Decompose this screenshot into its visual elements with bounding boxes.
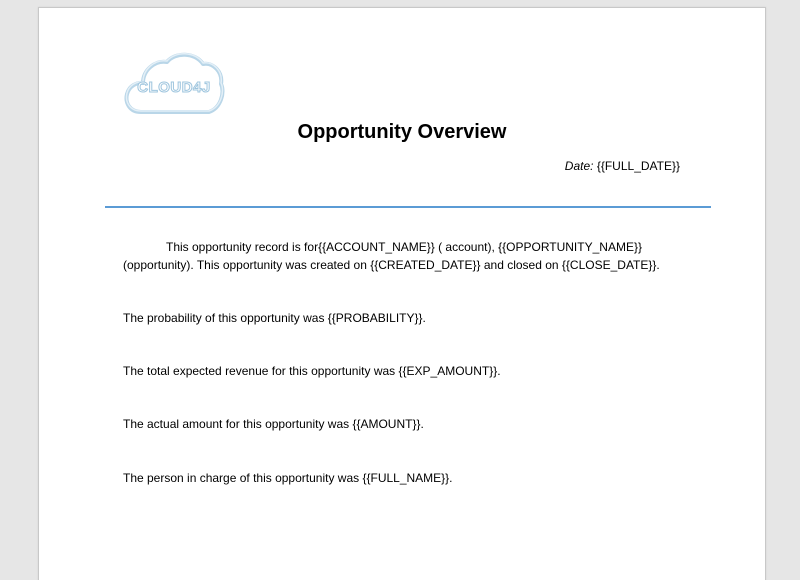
date-label: Date:	[564, 159, 594, 173]
intro-line-2: (opportunity). This opportunity was created on {{CREATED_DATE}} and closed on {{CLOSE_DATE}}.	[123, 258, 660, 272]
document-page[interactable]	[38, 7, 766, 580]
intro-paragraph	[123, 238, 683, 274]
company-logo	[123, 48, 225, 116]
logo-text: CLOUD4J	[137, 79, 211, 96]
date-line	[565, 159, 680, 173]
expected-revenue-paragraph: The total expected revenue for this opportunity was {{EXP_AMOUNT}}.	[123, 364, 501, 378]
date-value: {{FULL_DATE}}	[596, 159, 680, 173]
document-title: Opportunity Overview	[297, 121, 507, 143]
owner-paragraph: The person in charge of this opportunity was {{FULL_NAME}}.	[123, 471, 453, 485]
probability-paragraph: The probability of this opportunity was {{PROBABILITY}}.	[123, 311, 426, 325]
actual-amount-paragraph: The actual amount for this opportunity was {{AMOUNT}}.	[123, 417, 424, 431]
horizontal-divider	[105, 206, 711, 208]
intro-line-1: This opportunity record is for{{ACCOUNT_NAME}} ( account), {{OPPORTUNITY_NAME}}	[166, 240, 642, 254]
